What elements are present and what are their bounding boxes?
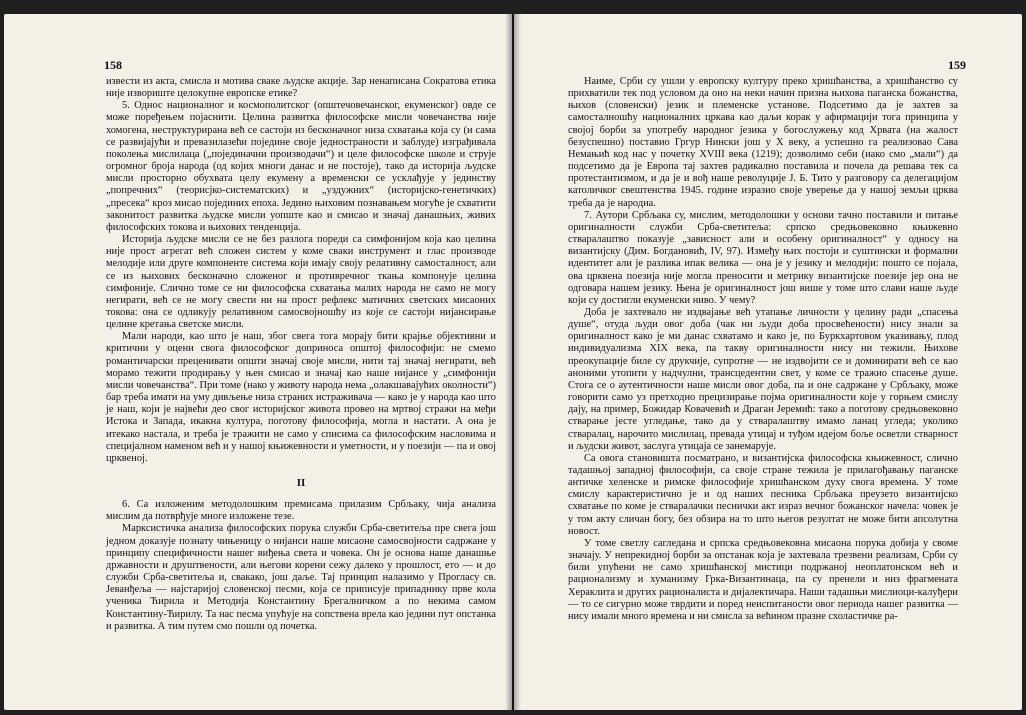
paragraph: 5. Однос националног и космополитског (општечовечанског, екуменског) овде се може поређењем појаснити. Целина развитка философске мисли човечанства није хомогена, неструктурирана већ се састоји из бесконачног низа схватања која су (и сама се развијајући и превазилазећи поједине своје једностраности и заблуде) изграђивала поколења мислилаца („појединачни производачи“) и целе философске школе и струје огромног броја народа (од којих многи данас и не постоје), тако да историја људске мисли просторно обухвата целу екумену а временски се усклађује у јединству „попречних“ (теорисјко-систематских) и „уздужних“ (историјско-генетичких) „пресека“ кроз мисао појединих епоха. Једино њиховим познавањем могуће је схватити законитост развитка људске мисли уопште као и смисао и значај данашњих, живих философских токова и њихових тенденција. bbox=[106, 100, 496, 233]
paragraph: Са овога становишта посматрано, и византијска философска књижевност, слично тадашњој западној философији, са своје стране тежила је прилагођавању паганске античке хеленске и римске философије хришћанском духу свога времена. У томе смислу карактеристично је и од наших песника Србљака преузето византијско схватање по коме је стваралачки песнички акт израз вечног божанског начела: човек је у том акту сличан богу, без обзира на то што његов резултат не може бити апсолутна новост. bbox=[568, 452, 958, 537]
page-number-right: 159 bbox=[948, 58, 966, 72]
right-page bbox=[514, 14, 1022, 710]
left-page-text bbox=[106, 76, 496, 633]
left-page bbox=[4, 14, 512, 710]
right-page-text bbox=[568, 76, 958, 623]
paragraph: Доба је захтевало не издвајање већ утапање личности у целину ради „спасења душе“, отуда људи овог доба (чак ни људи доба просвећености) нису знали за оригиналност како је ми данас схватамо и како је, по Буркхартовом указивању, плод индивидуализма XIX века, па такву оригиналности нису ни тежили. Њихове преокупације биле су друкчије, супротне — не издвојити се и доминирати већ се као аноними утопити у надчулни, трансцедентни свет, у коме се тражио спасење душе. Стога се о аутентичности наше мисли овог доба, па и оне садржане у Србљаку, може говорити само уз претходно прецизирање појма оригиналности које у горњем смислу дају, на пример, Божидар Ковачевић и Драган Јеремић: тако а поготову средњовековно стварање јесте угледање, тако да у стваралаштву имамо ланац угледа; уколико стваралац, нарочито мислилац, превада утицај и туђом идејом боље осветли стварност и људски живот, заслуга утицаја се занемарује. bbox=[568, 306, 958, 452]
paragraph: Марксистичка анализа философских порука служби Срба-светитеља пре свега још једном доказује познату чињеницу о нијанси наше мисаоне самосвојности садржане у принципу специфичности нашег виђења света и човека. Он је основа наше данашње државности и друштвености, али његови корени сежу далеко у прошлост, ето — и до служби Срба-светитеља и, свакако, још даље. Тај принцип налазимо у Прогласу св. Јеванђеља — најстаријој словенској песми, која се приписује припаднику прве кола ученика Ћирила и Методија Константину Брегалничком а по некима самом Константину-Ћирилу. Та нас песма упућује на сопствена врела као једини пут опстанка и развитка. А тим путем смо пошли од почетка. bbox=[106, 523, 496, 632]
paragraph: 7. Аутори Србљака су, мислим, методолошки у основи тачно поставили и питање оригиналности служби Срба-светитеља: српско средњовековно књижевно стваралаштво показује „зависност али и особену оригиналност“ у односу на византијску (Дим. Богдановић, IV, 97). Између њих постоји и суштински и формални идентитет али је разлика ипак велика — она је у језику и мелодији: пошто се појала, ова црквена поезија није могла преносити и метрику византијске поезије јер она не одговара нашем језику. Њена је оригиналност још више у томе што слави наше људе који су достигли екуменски ниво. У чему? bbox=[568, 209, 958, 306]
paragraph: 6. Са изложеним методолошким премисама прилазим Србљаку, чија анализа мислим да потврђује многе изложене тезе. bbox=[106, 499, 496, 523]
section-heading: II bbox=[296, 477, 306, 489]
paragraph: Историја људске мисли се не без разлога пореди са симфонијом која као целина није прост агрегат већ сложен систем у коме сваки инструмент и глас производе мелодије или друге компоненте система који имају своју релативну самосталност, али се из њихових бесконачно сложеног и противречног ткања компонује целина симфоније. Слично томе се ни философска схватања малих народа не само не могу негирати, већ се не могу свести ни на прост рефлекс матичних светских мисаоних токова: она се одликују релативном самосвојношћу из које се састоји нијансирање целине кретања светске мисли. bbox=[106, 234, 496, 331]
paragraph: извести из акта, смисла и мотива сваке људске акције. Зар ненаписана Сократова етика није извориште целокупне европске етике? bbox=[106, 76, 496, 100]
paragraph: Мали народи, као што је наш, због свега тога морају бити крајње објективни и критични у оцени свога философског доприноса општој философији: не смемо романтичарски преценивати општи значај своје мисли, нити тај значај негирати, већ морамо тежити продирању у њен смисао и значај као наше нијансе у „симфонији мисли човечанства“. При томе (нако у животу народа нема „олакшавајућих околности“) бар треба имати на уму дивљење низа страних истраживача — како је у народа као што је наш, који је највећи део свог историјског живота провео на мртвој стражи на међи Истока и Запада, икакна култура, поготову философија, могла и настати. А она је итекако настала, и треба је тражити не само у списима са философским насловима и специјалном наменом већ и у нашој књижевности и уметности, и у поезији — па и овој црквеној. bbox=[106, 331, 496, 464]
page-number-left: 158 bbox=[104, 58, 122, 72]
paragraph: Наиме, Срби су ушли у европску културу преко хришћанства, а хришћанство су прихватили тек под условом да оно на неки начин призна њихова паганска божанства, њихов (словенски) језик и племенске установе. Подсетимо да је захтев за самосталношћу националних цркава као даљи корак у афирмацији тога принципа у својој борби за употребу народног језика у богослужењу код Хрвата (на жалост безуспешно) поставио Гргур Нински још у X веку, а успешно га реализовао Сава Немањић код нас у почетку XVIII века (1219); дозволимо себи (иако смо „мали“) да подсетимо да је Европа тај захтев радикално поставила и почела да решава тек са протестантизмом, и да је и вођ наше револуције Ј. Б. Тито у разговору са делегацијом католичког свештенства 1945. године изразио своје уверење да у нашој земљи црква треба да је народна. bbox=[568, 76, 958, 209]
paragraph: У томе светлу сагледана и српска средњовековна мисаона порука добија у своме значају. У непрекидној борби за опстанак која је захтевала трезвени реализам, Срби су били упућени не само хришћанској мистици подржаној неоплатонском већ и рационализму и хуманизму Грка-Византинаца, па су пренели и низ фрагмената Хераклита и других рационалиста и дијалектичара. Наши тадашњи мислиоци-калуђери — то се сигурно може тврдити и поред неиспитаности овог периода нашег развитка — нису имали много времена и ни смисла за већином празне схоластичке ра- bbox=[568, 537, 958, 622]
